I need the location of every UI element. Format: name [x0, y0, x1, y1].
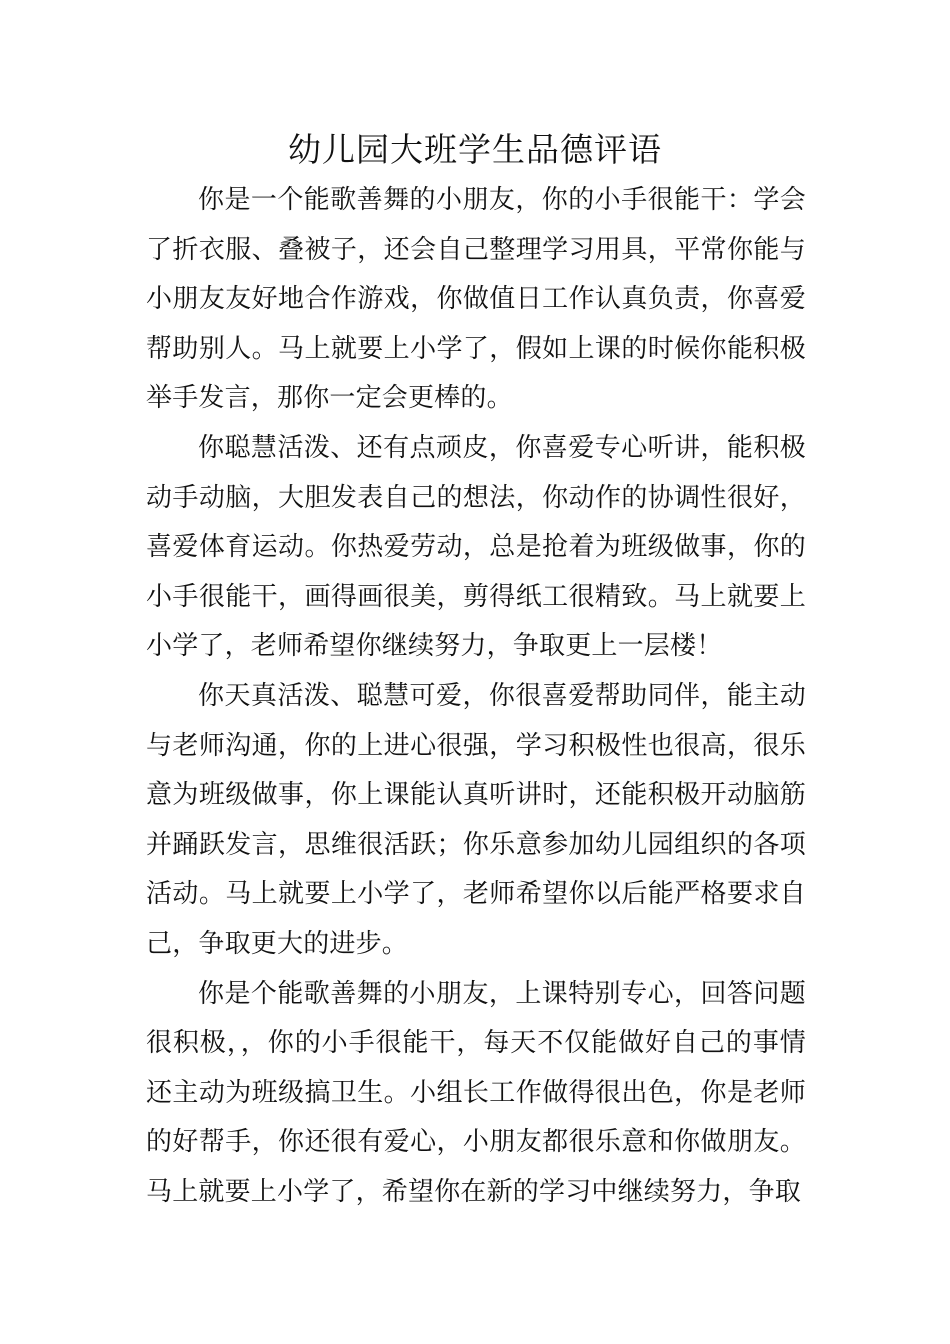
paragraph-3: 你天真活泼、聪慧可爱，你很喜爱帮助同伴，能主动与老师沟通，你的上进心很强，学习积极性也很高，很乐意为班级做事，你上课能认真听讲时，还能积极开动脑筋并踊跃发言，思维很活跃；你乐意参加幼儿园组织的各项活动。马上就要上小学了，老师希望你以后能严格要求自己，争取更大的进步。: [146, 680, 806, 959]
document-title: 幼儿园大班学生品德评语: [288, 130, 662, 169]
paragraph-2: 你聪慧活泼、还有点顽皮，你喜爱专心听讲，能积极动手动脑，大胆发表自己的想法，你动作的协调性很好，喜爱体育运动。你热爱劳动，总是抢着为班级做事，你的小手很能干，画得画很美，剪得纸工很精致。马上就要上小学了，老师希望你继续努力，争取更上一层楼！: [146, 432, 806, 662]
document-body: [146, 176, 806, 1217]
paragraph-4: 你是个能歌善舞的小朋友，上课特别专心，回答问题很积极，，你的小手很能干，每天不仅能做好自己的事情还主动为班级搞卫生。小组长工作做得很出色，你是老师的好帮手，你还很有爱心，小朋友都很乐意和你做朋友。马上就要上小学了，希望你在新的学习中继续努力，争取: [146, 978, 806, 1207]
paragraph-1: 你是一个能歌善舞的小朋友，你的小手很能干：学会了折衣服、叠被子，还会自己整理学习用具，平常你能与小朋友友好地合作游戏，你做值日工作认真负责，你喜爱帮助别人。马上就要上小学了，假如上课的时候你能积极举手发言，那你一定会更棒的。: [146, 185, 806, 414]
